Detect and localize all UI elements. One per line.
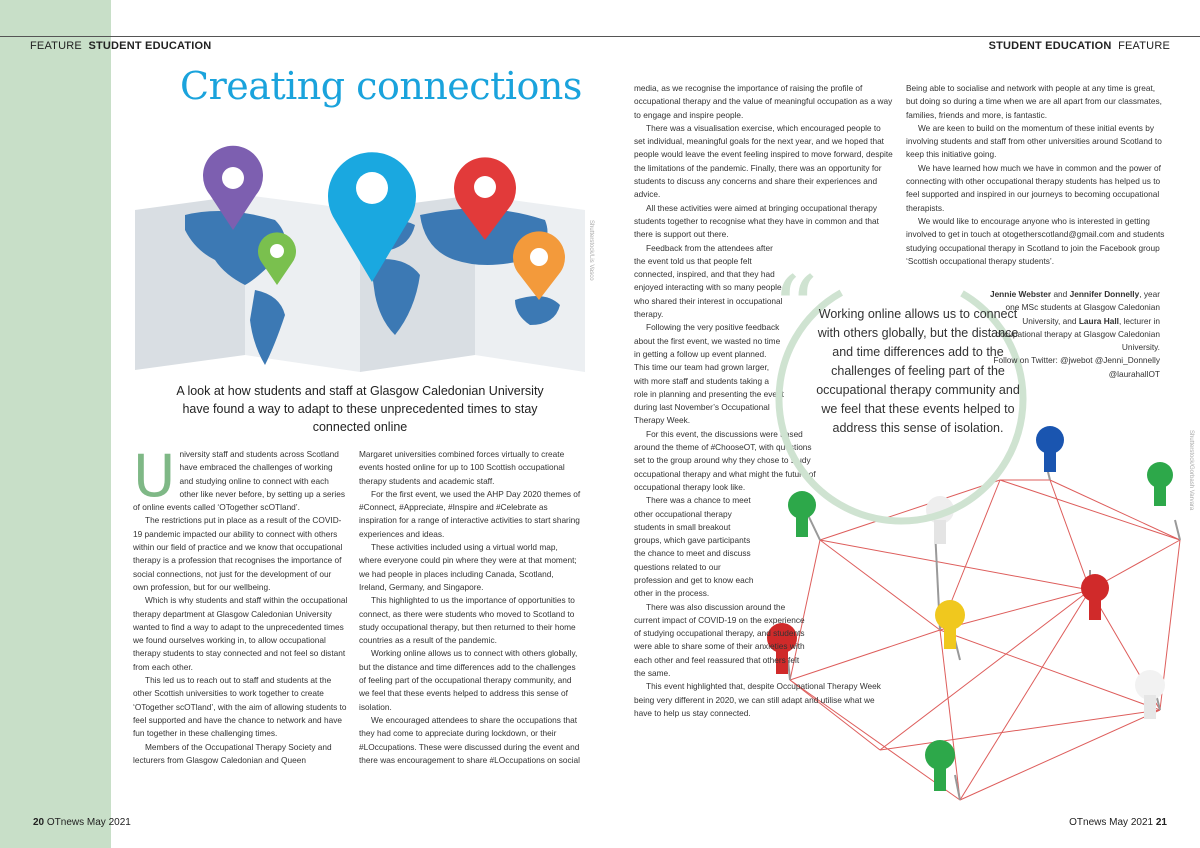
- paragraph: For this event, the discussions were based around the theme of #ChooseOT, with questions set to the group around why they chose to study occupational therapy and what might the future of occupational therapy look like.: [634, 428, 816, 492]
- standfirst: A look at how students and staff at Glasgow Caledonian University have found a way to adapt to these unprecedented times to stay connected online: [176, 384, 544, 434]
- author-name: Laura Hall: [1078, 315, 1119, 326]
- paragraph: Feedback from the attendees after the event told us that people felt connected, inspired, and that they had enjoyed interacting with so many people who shared their interest in occupational therapy.: [634, 242, 783, 320]
- paragraph: media, as we recognise the importance of raising the profile of occupational therapy and the value of meaningful occupation as a way to engage and inspire people.: [634, 83, 893, 120]
- green-margin-strip: [0, 0, 111, 848]
- pushpin-white: [1135, 670, 1165, 719]
- paragraph: There was a chance to meet other occupational therapy students in small breakout groups, which gave participants the chance to meet and discuss questions related to our profession and get to know each other in the process.: [634, 495, 754, 599]
- paragraph: This highlighted to us the importance of opportunities to connect, as there were students who moved to Scotland to study occupational therapy, but then returned to their home countries as a result of the pandemic.: [359, 595, 576, 646]
- image-credit-map: Shutterstock/Lis Vasco: [588, 220, 594, 281]
- article-title: Creating connections: [180, 64, 582, 108]
- author-name: Jennifer Donnelly: [1069, 289, 1140, 299]
- pushpin-green: [925, 740, 960, 800]
- paragraph: We are keen to build on the momentum of these initial events by involving students and staff from other universities around Scotland to keep this initiative going.: [906, 122, 1162, 160]
- footer-left: [33, 817, 131, 828]
- paragraph: There was a visualisation exercise, which encouraged people to set individual, meaningful goals for the next year, and we hoped that people would leave the event feeling inspired to move forward, despite the limitations of the pandemic. Finally, there was an opportunity for students to discuss any concerns and share their experiences and advice.: [634, 122, 893, 200]
- quote-mark-icon: “: [772, 270, 819, 362]
- body-column-2: [359, 448, 581, 767]
- paragraph: Being able to socialise and network with people at any time is great, but doing so during a time when we are all apart from our classmates, families, friends and more, is fantastic.: [906, 83, 1162, 120]
- magazine-issue: OTnews May 2021: [46, 817, 131, 828]
- pushpin-blue: [1036, 426, 1064, 480]
- paragraph: We encouraged attendees to share the occupations that they had come to appreciate during lockdown, or their #LOccupations. These were discussed during the event and there was encouragement to share #LOccupations on social: [359, 714, 580, 765]
- paragraph: This event highlighted that, despite Occupational Therapy Week being very different in 2020, we can still adapt and utilise what we have to help us stay connected.: [634, 681, 881, 718]
- magazine-issue: OTnews May 2021: [1069, 817, 1154, 828]
- paragraph: The restrictions put in place as a result of the COVID-19 pandemic impacted our ability to connect with others within our field of practice and we know that occupational therapy is a profession that recognises the importance of social connections, not just for the development of our own profession, but for our wellbeing.: [133, 515, 343, 592]
- header-rule-right: [600, 36, 1200, 37]
- right-running-header: [989, 40, 1170, 52]
- paragraph: We have learned how much we have in common and the power of connecting with other occupational therapy students has helped us to feel supported and inspired in our journeys to becoming occupational therapists.: [906, 162, 1161, 213]
- body-column-4: [906, 82, 1168, 268]
- body-column-1: [133, 442, 348, 767]
- paragraph: This led us to reach out to staff and students at the other Scottish universities to work together to create ‘OTogether scOTland’, with the aim of allowing students to feel supported and have the chance to network and have fun together in these challenging times.: [133, 675, 347, 739]
- header-section: FEATURE: [1118, 40, 1170, 52]
- paragraph: All these activities were aimed at bringing occupational therapy students together to recognise what they have in common and that there is support out there.: [634, 202, 879, 240]
- page-number: 21: [1155, 817, 1167, 828]
- paragraph: There was also discussion around the current impact of COVID-19 on the experience of studying occupational therapy, and students were able to share some of their anxieties with each other and feel reassured that others felt the same.: [634, 601, 805, 679]
- paragraph: We would like to encourage anyone who is interested in getting involved to get in touch at otogetherscotland@gmail.com and students studying occupational therapy in Scotland to join the Facebook group ‘Scottish occupational therapy students’.: [906, 215, 1165, 266]
- paragraph: Following the very positive feedback about the first event, we wasted no time in getting a follow up event planned. This time our team had grown larger, with more staff and students taking a role in planning and presenting the event during last November’s Occupational Therapy Week.: [634, 322, 784, 426]
- author-name: Jennie Webster: [989, 289, 1052, 299]
- opening-paragraph: University staff and students across Scotland have embraced the challenges of working and studying online to connect with each other like never before, by setting up a series of online events called ‘OTogether scOTland’.: [133, 442, 346, 513]
- page-number: 20: [33, 817, 45, 828]
- footer-right: [1069, 817, 1167, 828]
- paragraph: These activities included using a virtual world map, where everyone could pin where they were at that moment; we had people in places including Canada, Scotland, Ireland, Germany, and Singapore.: [359, 542, 577, 592]
- header-section: FEATURE: [30, 40, 82, 52]
- drop-cap: U: [133, 442, 176, 510]
- header-topic: STUDENT EDUCATION: [988, 40, 1112, 52]
- paragraph: For the first event, we used the AHP Day 2020 themes of #Connect, #Appreciate, #Inspire and #Celebrate as inspiration for a range of interactive activities to start sharing experiences and ideas.: [359, 488, 581, 539]
- pull-quote: Working online allows us to connect with others globally, but the distance and time differences add to the challenges of feeling part of the occupational therapy community and we feel that these events helped to address this sense of isolation.: [816, 307, 1020, 435]
- paragraph: Working online allows us to connect with others globally, but the distance and time differences add to the challenges of feeling part of the occupational therapy community, and we feel that these events helped to address this sense of isolation.: [359, 648, 578, 712]
- header-rule-left: [0, 36, 600, 37]
- left-running-header: [30, 40, 211, 52]
- image-credit-pins: Shutterstock/Gorbash Varvara: [1188, 430, 1194, 511]
- paragraph: Margaret universities combined forces virtually to create events hosted online for up to 100 Scottish occupational therapy students and academic staff.: [359, 449, 565, 486]
- twitter-handles: Follow on Twitter: @jwebot @Jenni_Donnelly @laurahallOT: [993, 355, 1160, 379]
- world-map-illustration: [125, 110, 595, 380]
- author-bio: Jennie Webster and Jennifer Donnelly, year one MSc students at Glasgow Caledonian University, and Laura Hall, lecturer in occupational therapy at Glasgow Caledonian University. Follow on Twitter: @jwebot @Jenni_Donnelly @laurahallOT: [980, 288, 1160, 381]
- pushpin-green: [1147, 462, 1180, 540]
- paragraph: Members of the Occupational Therapy Society and lecturers from Glasgow Caledonian and Queen: [133, 741, 332, 765]
- header-topic: STUDENT EDUCATION: [88, 40, 212, 52]
- paragraph: Which is why students and staff within the occupational therapy department at Glasgow Caledonian University wanted to find a way to adapt to the unprecedented times we found ourselves working in, to allow occupational therapy students to stay connected and not feel so distant from each other.: [133, 595, 348, 672]
